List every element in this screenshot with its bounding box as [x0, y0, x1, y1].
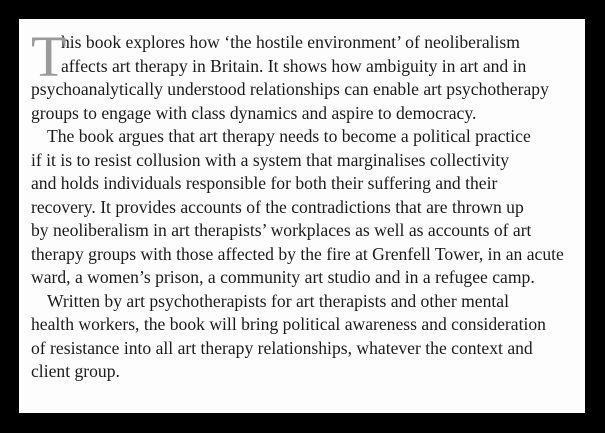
- text-line: health workers, the book will bring political awareness and consideration: [31, 314, 546, 334]
- drop-cap: T: [31, 24, 67, 89]
- text-line: his book explores how ‘the hostile environment’ of neoliberalism: [61, 32, 520, 52]
- text-line: of resistance into all art therapy relationships, whatever the context and: [31, 337, 533, 358]
- text-line: therapy groups with those affected by the fire at Grenfell Tower, in an acute: [31, 243, 564, 264]
- book-description: [31, 24, 579, 384]
- text-line: psychoanalytically understood relationships can enable art psychotherapy: [31, 79, 549, 99]
- text-line: client group.: [31, 361, 120, 381]
- page-frame: [19, 19, 585, 413]
- text-line: Written by art psychotherapists for art therapists and other mental: [47, 290, 509, 311]
- text-line: groups to engage with class dynamics and aspire to democracy.: [31, 102, 477, 123]
- text-line: The book argues that art therapy needs to become a political practice: [47, 126, 531, 146]
- text-line: affects art therapy in Britain. It shows how ambiguity in art and in: [61, 55, 527, 76]
- text-line: and holds individuals responsible for both their suffering and their: [31, 173, 498, 193]
- text-line: if it is to resist collusion with a system that marginalises collectivity: [31, 149, 510, 170]
- text-line: recovery. It provides accounts of the contradictions that are thrown up: [31, 196, 524, 217]
- text-line: by neoliberalism in art therapists’ workplaces as well as accounts of art: [31, 220, 532, 240]
- text-line: ward, a women’s prison, a community art studio and in a refugee camp.: [31, 267, 535, 287]
